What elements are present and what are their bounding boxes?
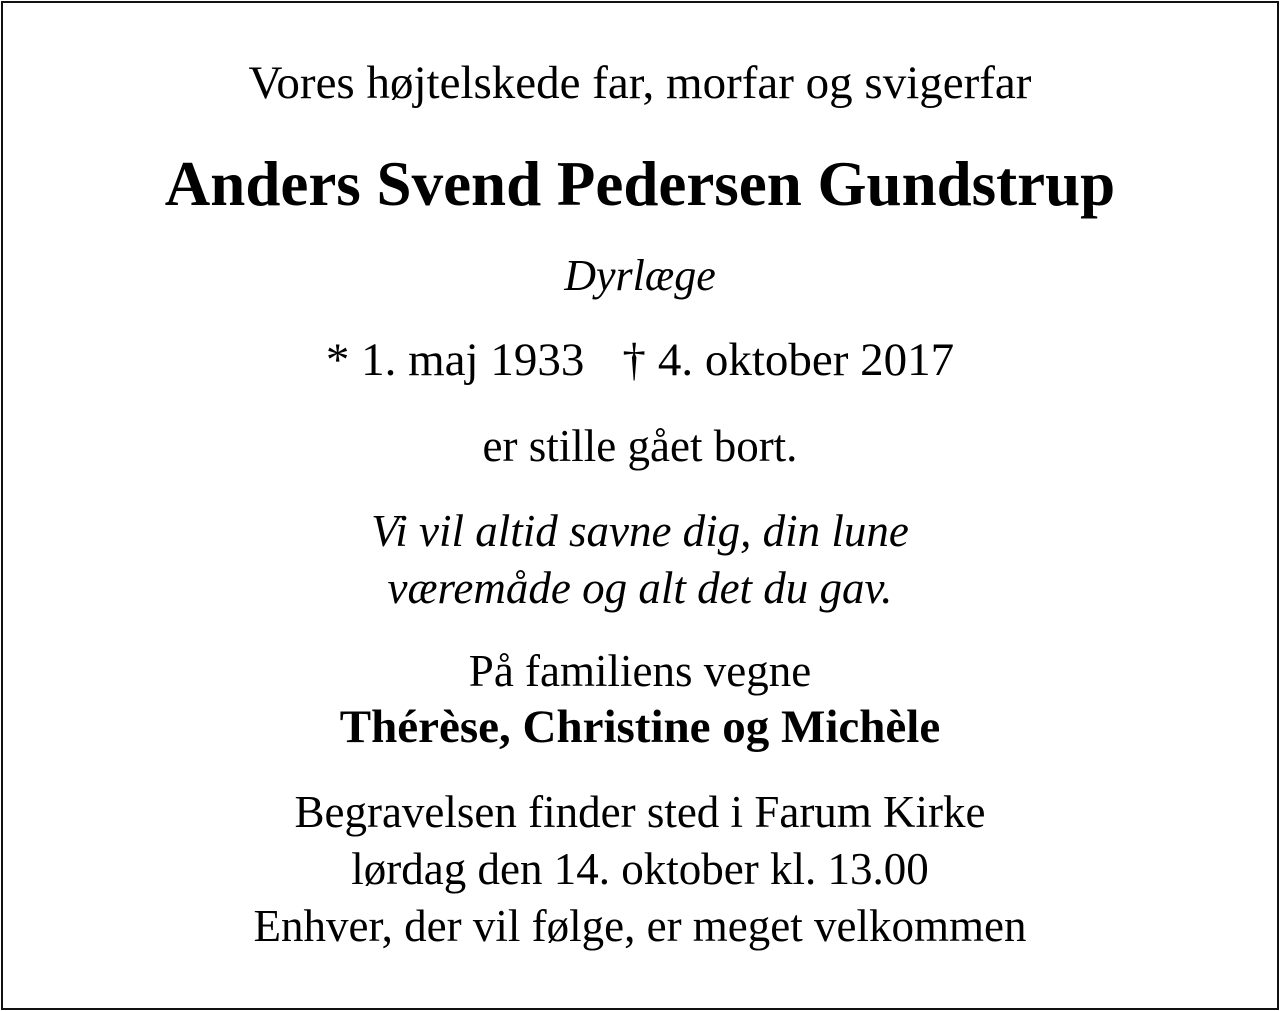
- occupation-title: Dyrlæge: [564, 251, 716, 300]
- funeral-info-line: lørdag den 14. oktober kl. 13.00: [351, 844, 929, 894]
- verse-line: Vi vil altid savne dig, din lune: [371, 506, 909, 556]
- intro-text: Vores højtelskede far, morfar og svigerfar: [248, 57, 1032, 109]
- birth-date: * 1. maj 1933: [325, 334, 585, 386]
- life-dates: [3, 334, 1277, 386]
- obituary-notice: [1, 1, 1279, 1010]
- funeral-info-line: Begravelsen finder sted i Farum Kirke: [294, 787, 986, 837]
- on-behalf-text: På familiens vegne: [468, 646, 812, 696]
- cross-icon: †: [622, 334, 646, 386]
- verse-line: væremåde og alt det du gav.: [387, 563, 893, 613]
- survivors-names: Thérèse, Christine og Michèle: [339, 701, 941, 753]
- deceased-name: Anders Svend Pedersen Gundstrup: [164, 149, 1116, 219]
- death-date: 4. oktober 2017: [657, 334, 955, 386]
- passed-away-text: er stille gået bort.: [482, 421, 798, 471]
- funeral-info-line: Enhver, der vil følge, er meget velkommen: [253, 901, 1027, 951]
